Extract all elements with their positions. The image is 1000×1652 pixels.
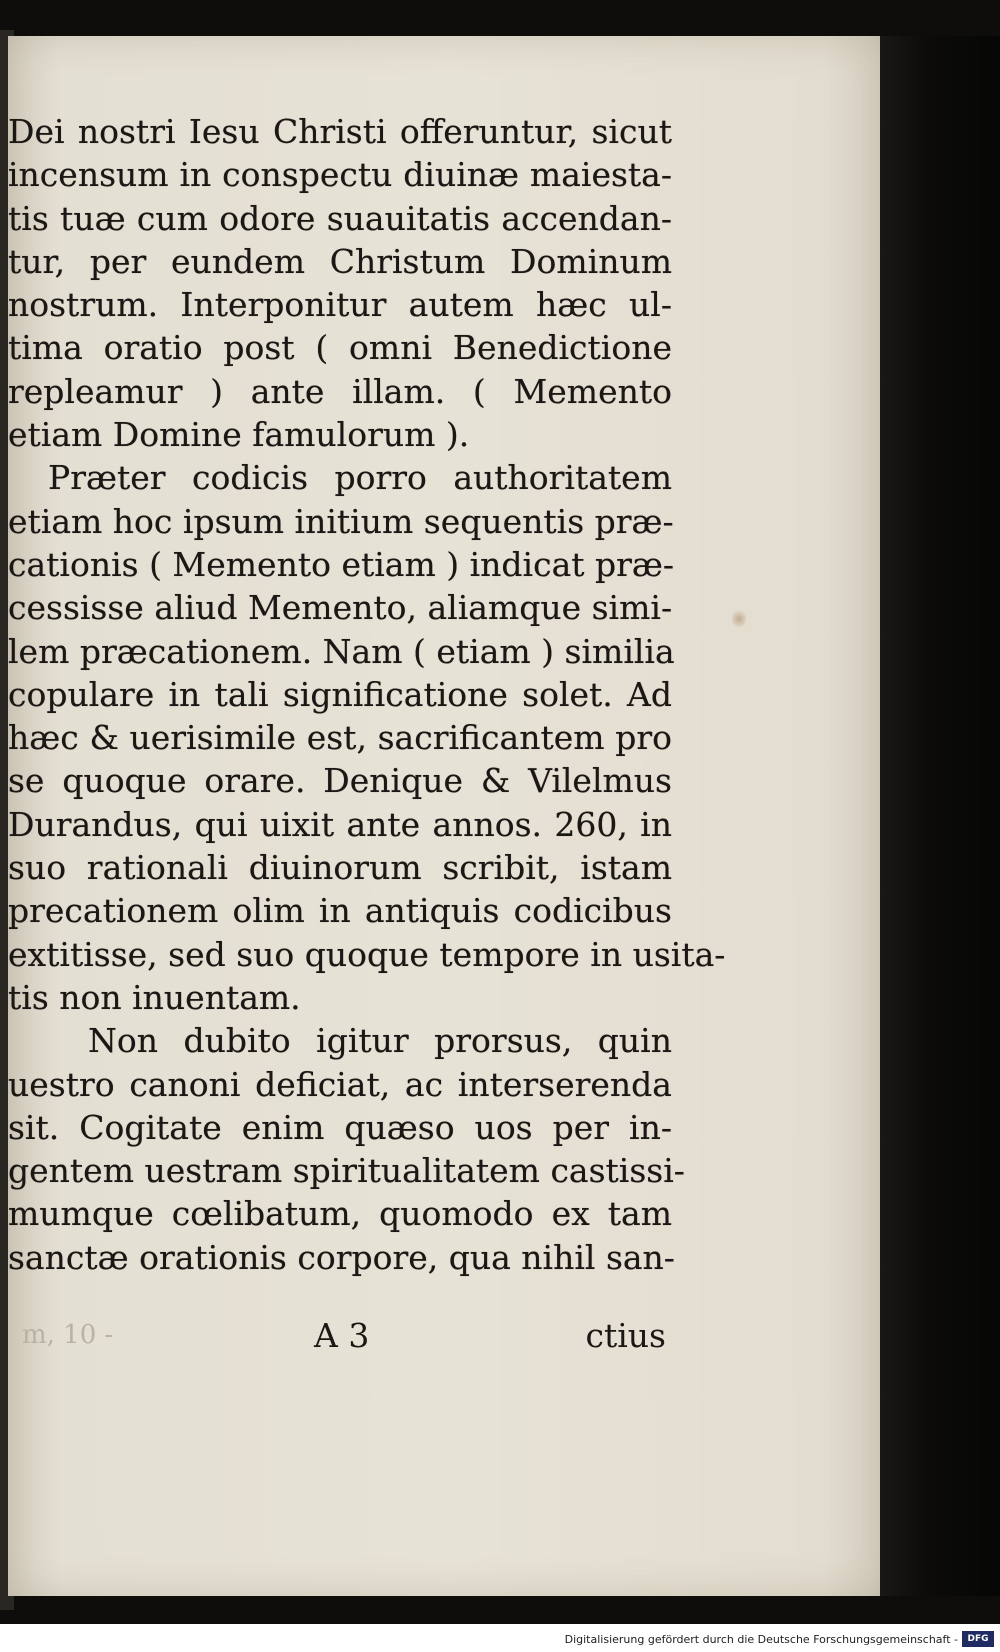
credit-text: Digitalisierung gefördert durch die Deutsche Forschungsgemeinschaft - [564, 1633, 958, 1646]
text-line: Durandus, qui uixit ante annos. 260, in [8, 804, 672, 844]
dfg-logo-icon: DFG [962, 1631, 994, 1647]
text-line: Dei nostri Iesu Christi offeruntur, sicut [8, 112, 672, 151]
text-line: se quoque orare. Denique & Vilelmus [8, 761, 672, 801]
text-line: tur, per eundem Christum Dominum [8, 241, 672, 281]
text-line: extitisse, sed suo quoque tempore in usita- [8, 934, 726, 974]
text-line: cationis ( Memento etiam ) indicat præ- [8, 544, 675, 584]
text-line: uestro canoni deficiat, ac interserenda [8, 1064, 672, 1104]
text-line: hæc & uerisimile est, sacrificantem pro [8, 718, 672, 758]
page-gutter-shadow [880, 36, 1000, 1596]
text-line: suo rationali diuinorum scribit, istam [8, 848, 672, 888]
paper-stain [732, 608, 746, 630]
text-line: incensum in conspectu diuinæ maiesta- [8, 155, 672, 195]
body-text [8, 110, 726, 1279]
text-line: nostrum. Interponitur autem hæc ul- [8, 285, 672, 325]
text-line: copulare in tali significatione solet. Ad [8, 674, 672, 714]
text-line: tis tuæ cum odore suauitatis accendan- [8, 198, 672, 238]
text-line: etiam Domine famulorum ). [8, 415, 470, 455]
text-line: tima oratio post ( omni Benedictione [8, 328, 672, 368]
catchword: ctius [585, 1316, 666, 1355]
text-line: mumque cœlibatum, quomodo ex tam [8, 1194, 672, 1234]
credit-bar [0, 1624, 1000, 1652]
book-page [8, 36, 894, 1596]
page-footer [8, 1314, 672, 1357]
text-line: repleamur ) ante illam. ( Memento [8, 371, 672, 411]
text-line: precationem olim in antiquis codicibus [8, 891, 672, 931]
text-line: Præter codicis porro authoritatem [48, 458, 672, 498]
faded-mark: m, 10 - [22, 1320, 114, 1350]
text-line: gentem uestram spiritualitatem castissi- [8, 1151, 685, 1191]
text-line: sanctæ orationis corpore, qua nihil san- [8, 1237, 675, 1277]
text-line: sit. Cogitate enim quæso uos per in- [8, 1107, 672, 1147]
text-line: Non dubito igitur prorsus, quin [88, 1021, 672, 1061]
text-line: tis non inuentam. [8, 977, 301, 1017]
text-line: lem præcationem. Nam ( etiam ) similia [8, 631, 675, 671]
signature-mark: A 3 [314, 1316, 370, 1355]
text-line: etiam hoc ipsum initium sequentis præ- [8, 501, 674, 541]
text-line: cessisse aliud Memento, aliamque simi- [8, 588, 673, 628]
